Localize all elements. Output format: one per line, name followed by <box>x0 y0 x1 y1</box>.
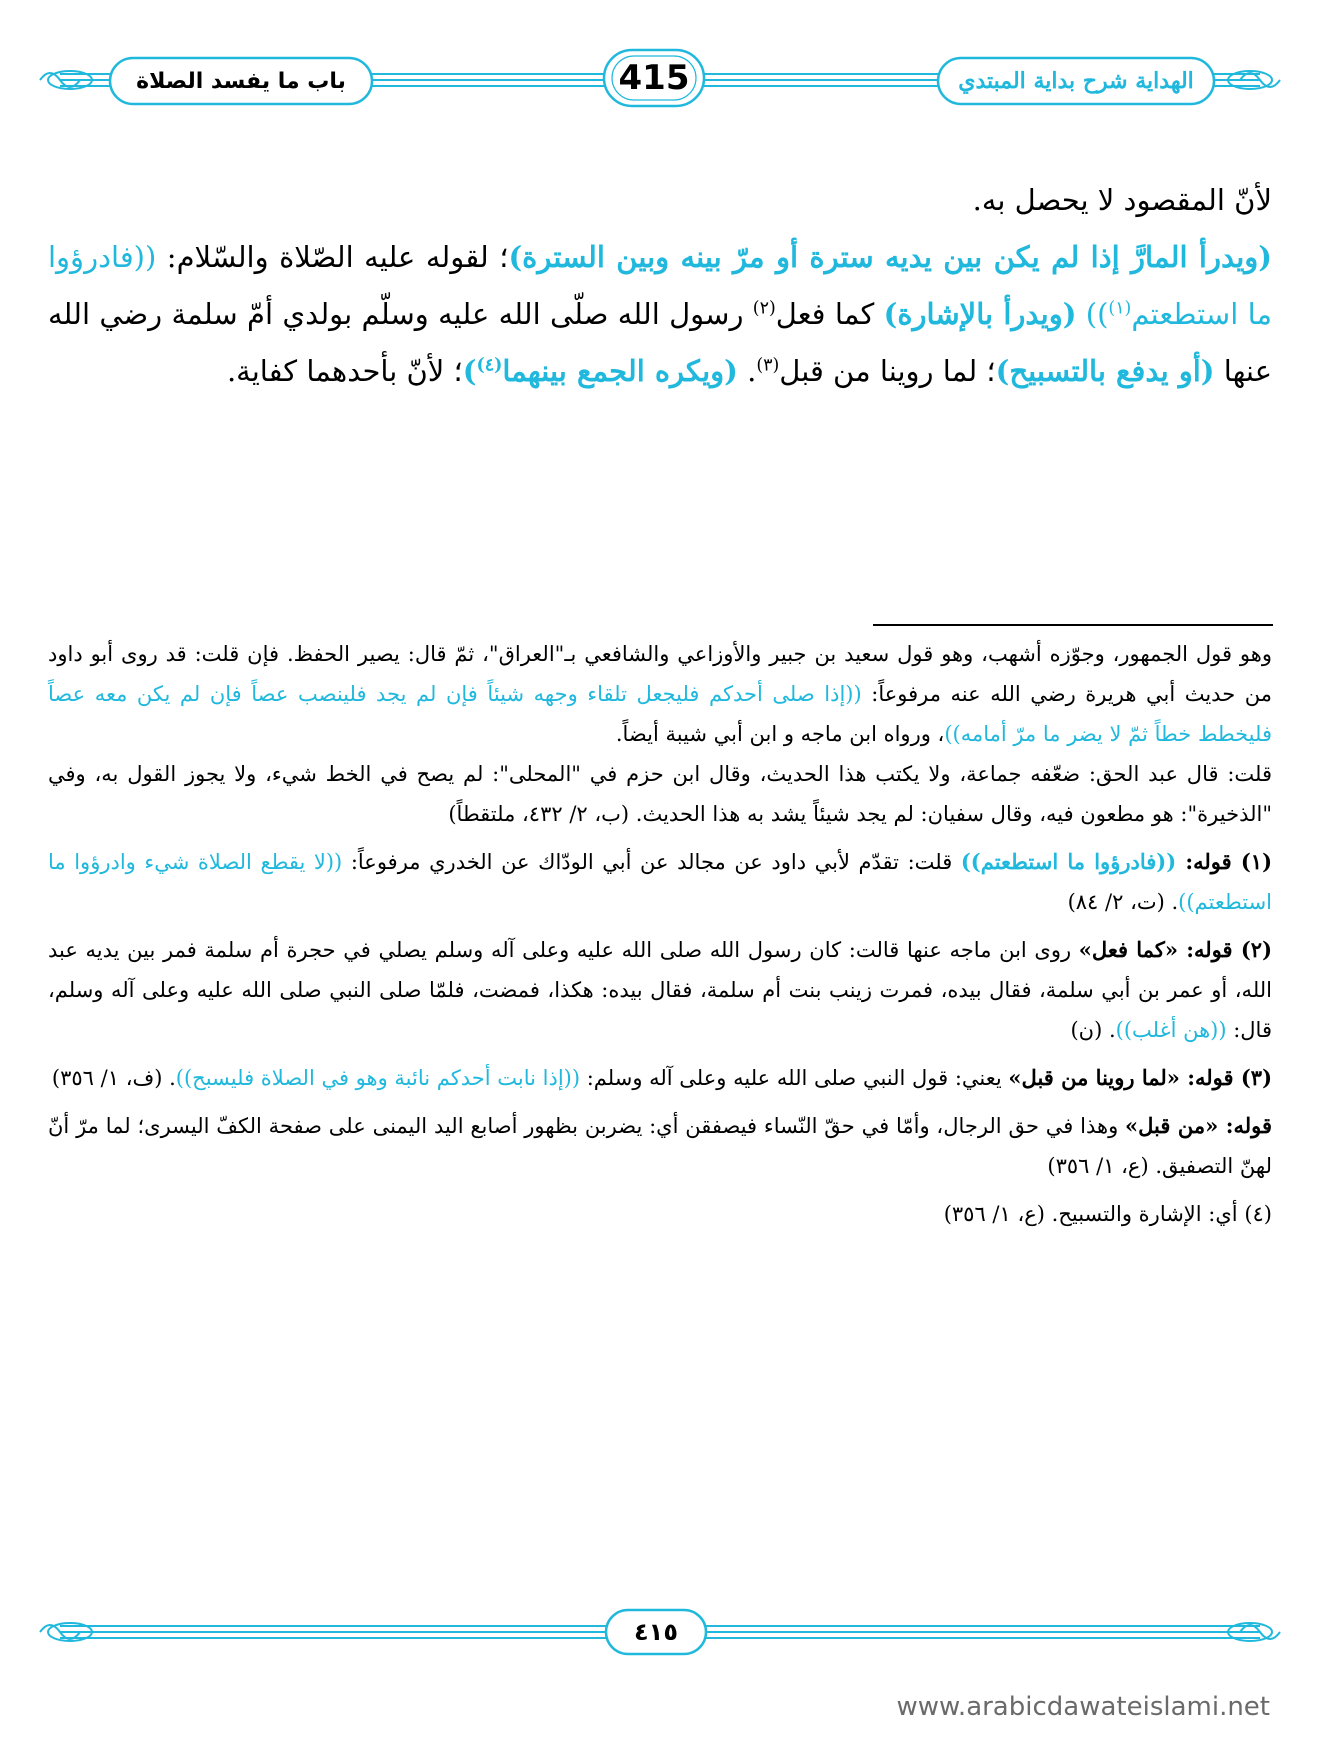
page-number-header: 415 <box>618 58 690 98</box>
footnote-ref[interactable]: (٢) <box>752 298 776 319</box>
text-span <box>1076 297 1085 331</box>
text-span: . (ف، ١/ ٣٥٦) <box>51 1066 176 1090</box>
text-span: ؛ لأنّ بأحدهما كفاية. <box>226 354 463 388</box>
text-span: . (ت، ٢/ ٨٤) <box>1067 890 1179 914</box>
text-span: روى ابن ماجه عنها قالت: كان رسول الله صلى الله عليه وعلى آله وسلم يصلي في حجرة أم سلمة فمر بين يديه عبد الله، أو عمر بن أبي سلمة، فقال بيده، فمرت زينب بنت أم سلمة، فقال بيده: هكذا، فمضت، فلمّا صلى النبي صلى الله عليه وعلى آله وسلم، قال: <box>48 938 1272 1042</box>
text-span: يعني: قول النبي صلى الله عليه وعلى آله وسلم: <box>580 1066 1009 1090</box>
chapter-title: باب ما يفسد الصلاة <box>136 68 346 94</box>
footnote-3-continued <box>48 1106 1272 1186</box>
matn-text: (ويكره الجمع بينهما <box>502 354 738 388</box>
matn-quote <box>463 354 738 388</box>
quoted-phrase: ((فادرؤوا ما استطعتم)) <box>960 849 1177 874</box>
hadith-quote: ((إذا نابت أحدكم نائبة وهو في الصلاة فليسبح)) <box>175 1066 581 1090</box>
page-footer <box>0 1600 1320 1751</box>
footnote-continued-2: قلت: قال عبد الحق: ضعّفه جماعة، ولا يكتب هذا الحديث، وقال ابن حزم في "المحلى": لم يصح في الخط شيء، ولا يجوز القول به، وفي "الذخيرة": هو مطعون فيه، وقال سفيان: لم يجد شيئاً يشد به هذا الحديث. (ب، ٢/ ٤٣٢، ملتقطاً) <box>48 762 1272 826</box>
hadith-close: )) <box>1085 297 1109 331</box>
footnote-label: (٢) قوله: <box>1177 937 1272 962</box>
matn-quote: (ويدرأ المارَّ إذا لم يكن بين يديه سترة أو مرّ بينه وبين السترة) <box>508 240 1272 274</box>
footnote-4: (٤) أي: الإشارة والتسبيح. (ع، ١/ ٣٥٦) <box>943 1202 1272 1226</box>
footnote-label: قوله: <box>1218 1113 1272 1138</box>
main-paragraph-1: لأنّ المقصود لا يحصل به. <box>972 183 1272 217</box>
text-span: وهو قول الجمهور، وجوّزه أشهب، وهو قول سعيد بن جبير والأوزاعي والشافعي بـ"العراق"، ثمّ قال: يصير الحفظ. فإن قلت: قد روى أبو داود من حديث أبي هريرة رضي الله عنه مرفوعاً: <box>48 642 1272 706</box>
main-paragraph-2 <box>48 229 1272 400</box>
hadith-text: ((فادرؤوا ما استطعتم <box>48 240 1272 331</box>
footnote-1 <box>48 842 1272 922</box>
footnotes <box>48 634 1272 1234</box>
footnote-ref[interactable]: (٤) <box>476 355 503 376</box>
footnote-ref[interactable]: (١) <box>1108 298 1132 319</box>
main-text <box>48 172 1272 400</box>
text-span: ؛ لقوله عليه الصّلاة والسّلام: <box>156 240 509 274</box>
text-span: ؛ لما روينا من قبل <box>779 354 996 388</box>
quoted-phrase: «من قبل» <box>1125 1113 1219 1138</box>
matn-quote: (أو يدفع بالتسبيح) <box>995 354 1215 388</box>
footnote-label: (٣) قوله: <box>1179 1065 1272 1090</box>
quoted-phrase: «كما فعل» <box>1078 937 1178 962</box>
page-header <box>0 0 1320 150</box>
hadith-quote: ((هن أغلب)) <box>1115 1018 1227 1042</box>
hadith-quote: ((إذا صلى أحدكم فليجعل تلقاء وجهه شيئاً فإن لم يجد فلينصب عصاً فإن لم يكن معه عصاً فليخطط خطاً ثمّ لا يضر ما مرّ أمامه)) <box>48 682 1272 746</box>
text-span: . <box>737 354 757 388</box>
matn-close: ) <box>462 354 477 388</box>
text-span: رسول الله صلّى الله عليه وسلّم بولدي أمّ سلمة رضي الله عنها <box>48 297 1272 388</box>
footnote-2 <box>48 930 1272 1050</box>
footnote-3 <box>48 1058 1272 1098</box>
footnote-ref[interactable]: (٣) <box>756 355 780 376</box>
text-span: كما فعل <box>775 297 884 331</box>
matn-quote: (ويدرأ بالإشارة) <box>883 297 1077 331</box>
text-span: قلت: تقدّم لأبي داود عن مجالد عن أبي الودّاك عن الخدري مرفوعاً: <box>342 850 961 874</box>
text-span: ، ورواه ابن ماجه و ابن أبي شيبة أيضاً. <box>615 722 945 746</box>
website-url[interactable]: www.arabicdawateislami.net <box>896 1692 1270 1722</box>
book-title: الهداية شرح بداية المبتدي <box>958 68 1194 94</box>
footnote-continued <box>48 634 1272 754</box>
footnote-separator <box>873 624 1273 626</box>
hadith-quote: ((لا يقطع الصلاة شيء وادرؤوا ما استطعتم)) <box>48 850 1272 914</box>
page-number-footer: ٤١٥ <box>634 1618 678 1646</box>
text-span: وهذا في حق الرجال، وأمّا في حقّ النّساء فيصفقن أي: يضربن بظهور أصابع اليد اليمنى على صفحة الكفّ اليسرى؛ لما مرّ أنّ لهنّ التصفيق. (ع، ١/ ٣٥٦) <box>48 1114 1272 1178</box>
quoted-phrase: «لما روينا من قبل» <box>1008 1065 1180 1090</box>
text-span: . (ن) <box>1070 1018 1116 1042</box>
footnote-label: (١) قوله: <box>1176 849 1272 874</box>
